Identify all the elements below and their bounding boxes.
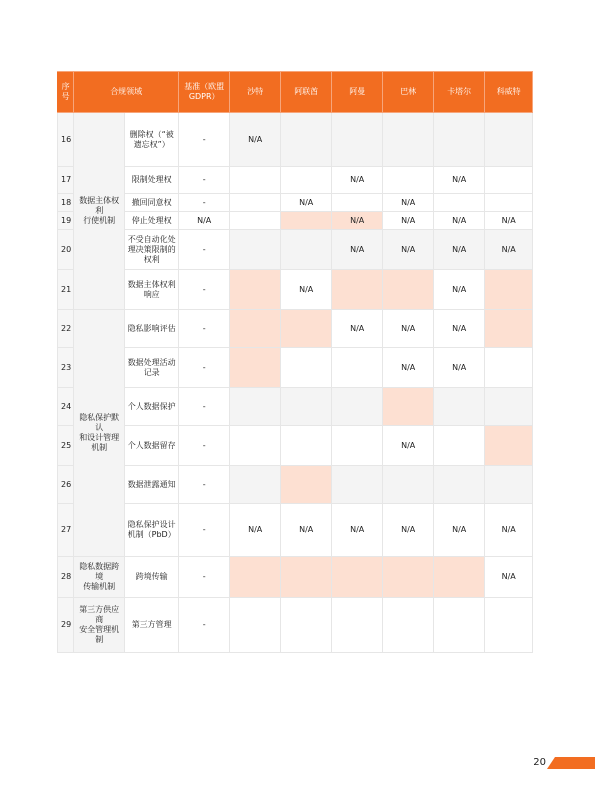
row-item: 隐私保护设计 机制（PbD） (125, 504, 179, 557)
country-cell: N/A (332, 167, 383, 194)
country-cell (434, 388, 485, 426)
row-baseline: - (179, 348, 230, 388)
country-cell (485, 348, 533, 388)
row-seq: 21 (58, 270, 74, 310)
country-cell: N/A (434, 504, 485, 557)
row-seq: 20 (58, 230, 74, 270)
row-baseline: - (179, 504, 230, 557)
country-cell (332, 598, 383, 653)
country-cell (383, 388, 434, 426)
row-item: 数据泄露通知 (125, 466, 179, 504)
country-cell: N/A (332, 310, 383, 348)
country-cell (332, 426, 383, 466)
row-baseline: - (179, 466, 230, 504)
row-item: 个人数据留存 (125, 426, 179, 466)
row-item: 个人数据保护 (125, 388, 179, 426)
domain-group-label: 第三方供应商 安全管理机制 (74, 598, 125, 653)
table-body (58, 113, 533, 653)
row-baseline: - (179, 598, 230, 653)
country-cell (332, 270, 383, 310)
table-row (58, 388, 533, 426)
country-cell (332, 466, 383, 504)
row-baseline: - (179, 270, 230, 310)
country-cell (485, 167, 533, 194)
row-item: 停止处理权 (125, 212, 179, 230)
table-row (58, 167, 533, 194)
row-baseline: - (179, 388, 230, 426)
country-cell (281, 348, 332, 388)
row-baseline: - (179, 230, 230, 270)
row-baseline: - (179, 557, 230, 598)
row-seq: 19 (58, 212, 74, 230)
row-item: 不受自动化处 理决策限制的 权利 (125, 230, 179, 270)
country-cell: N/A (332, 504, 383, 557)
row-baseline: - (179, 113, 230, 167)
row-baseline: - (179, 426, 230, 466)
table-row (58, 113, 533, 167)
country-cell: N/A (485, 230, 533, 270)
country-cell (230, 194, 281, 212)
country-cell (332, 557, 383, 598)
country-cell: N/A (281, 194, 332, 212)
table-row (58, 212, 533, 230)
table-row (58, 598, 533, 653)
row-item: 数据主体权利 响应 (125, 270, 179, 310)
table-row (58, 310, 533, 348)
country-cell: N/A (383, 310, 434, 348)
domain-group-label: 数据主体权利 行使机制 (74, 113, 125, 310)
country-cell (485, 310, 533, 348)
row-seq: 28 (58, 557, 74, 598)
country-cell (434, 426, 485, 466)
country-cell (383, 557, 434, 598)
country-cell (485, 270, 533, 310)
country-cell: N/A (332, 212, 383, 230)
country-cell (383, 113, 434, 167)
header-country: 巴林 (383, 72, 434, 113)
table-row (58, 504, 533, 557)
row-seq: 26 (58, 466, 74, 504)
country-cell: N/A (434, 310, 485, 348)
row-item: 隐私影响评估 (125, 310, 179, 348)
header-country: 阿联酋 (281, 72, 332, 113)
country-cell (281, 167, 332, 194)
country-cell (485, 194, 533, 212)
country-cell (434, 466, 485, 504)
country-cell (434, 194, 485, 212)
header-seq: 序 号 (58, 72, 74, 113)
country-cell (332, 113, 383, 167)
domain-group-label: 隐私数据跨境 传输机制 (74, 557, 125, 598)
country-cell: N/A (434, 167, 485, 194)
country-cell: N/A (434, 348, 485, 388)
country-cell (383, 466, 434, 504)
country-cell: N/A (485, 557, 533, 598)
country-cell (485, 388, 533, 426)
country-cell (485, 426, 533, 466)
table-row (58, 230, 533, 270)
row-baseline: - (179, 167, 230, 194)
country-cell (383, 598, 434, 653)
country-cell (434, 557, 485, 598)
row-baseline: - (179, 310, 230, 348)
table-header-row (58, 72, 533, 113)
table-row (58, 270, 533, 310)
header-baseline: 基准（欧盟 GDPR） (179, 72, 230, 113)
row-item: 撤回同意权 (125, 194, 179, 212)
row-seq: 22 (58, 310, 74, 348)
country-cell: N/A (434, 212, 485, 230)
row-baseline: N/A (179, 212, 230, 230)
country-cell (230, 557, 281, 598)
country-cell (281, 212, 332, 230)
table-row (58, 426, 533, 466)
header-country: 沙特 (230, 72, 281, 113)
table-row (58, 194, 533, 212)
country-cell (230, 598, 281, 653)
country-cell (230, 466, 281, 504)
country-cell (485, 113, 533, 167)
row-seq: 23 (58, 348, 74, 388)
row-seq: 25 (58, 426, 74, 466)
country-cell (434, 113, 485, 167)
country-cell (230, 310, 281, 348)
table-row (58, 348, 533, 388)
country-cell: N/A (281, 504, 332, 557)
country-cell: N/A (230, 113, 281, 167)
country-cell (230, 426, 281, 466)
country-cell (434, 598, 485, 653)
row-baseline: - (179, 194, 230, 212)
country-cell: N/A (434, 230, 485, 270)
country-cell (485, 466, 533, 504)
row-item: 删除权（“被 遗忘权”） (125, 113, 179, 167)
table-row (58, 557, 533, 598)
country-cell: N/A (383, 426, 434, 466)
country-cell: N/A (383, 348, 434, 388)
header-country: 科威特 (485, 72, 533, 113)
country-cell (230, 167, 281, 194)
row-seq: 18 (58, 194, 74, 212)
country-cell (332, 388, 383, 426)
country-cell (230, 212, 281, 230)
compliance-table (57, 71, 533, 653)
country-cell (281, 388, 332, 426)
country-cell: N/A (383, 230, 434, 270)
row-item: 跨境传输 (125, 557, 179, 598)
row-item: 限制处理权 (125, 167, 179, 194)
row-seq: 16 (58, 113, 74, 167)
country-cell: N/A (383, 212, 434, 230)
country-cell (281, 466, 332, 504)
row-item: 数据处理活动 记录 (125, 348, 179, 388)
page-number: 20 (533, 757, 546, 768)
country-cell (332, 194, 383, 212)
country-cell (281, 230, 332, 270)
row-item: 第三方管理 (125, 598, 179, 653)
country-cell: N/A (332, 230, 383, 270)
header-domain: 合规领域 (74, 72, 179, 113)
country-cell (230, 348, 281, 388)
table-row (58, 466, 533, 504)
country-cell (383, 270, 434, 310)
country-cell: N/A (383, 194, 434, 212)
domain-group-label: 隐私保护默认 和设计管理 机制 (74, 310, 125, 557)
country-cell (485, 598, 533, 653)
country-cell: N/A (485, 504, 533, 557)
header-country: 阿曼 (332, 72, 383, 113)
country-cell (281, 557, 332, 598)
country-cell: N/A (230, 504, 281, 557)
country-cell (281, 113, 332, 167)
row-seq: 24 (58, 388, 74, 426)
country-cell: N/A (383, 504, 434, 557)
country-cell (230, 388, 281, 426)
page-number-accent-bar (547, 757, 595, 769)
country-cell (281, 598, 332, 653)
row-seq: 29 (58, 598, 74, 653)
country-cell (230, 270, 281, 310)
country-cell (281, 310, 332, 348)
header-country: 卡塔尔 (434, 72, 485, 113)
row-seq: 27 (58, 504, 74, 557)
row-seq: 17 (58, 167, 74, 194)
country-cell (332, 348, 383, 388)
country-cell (281, 426, 332, 466)
country-cell (230, 230, 281, 270)
country-cell: N/A (281, 270, 332, 310)
country-cell: N/A (485, 212, 533, 230)
country-cell (383, 167, 434, 194)
country-cell: N/A (434, 270, 485, 310)
